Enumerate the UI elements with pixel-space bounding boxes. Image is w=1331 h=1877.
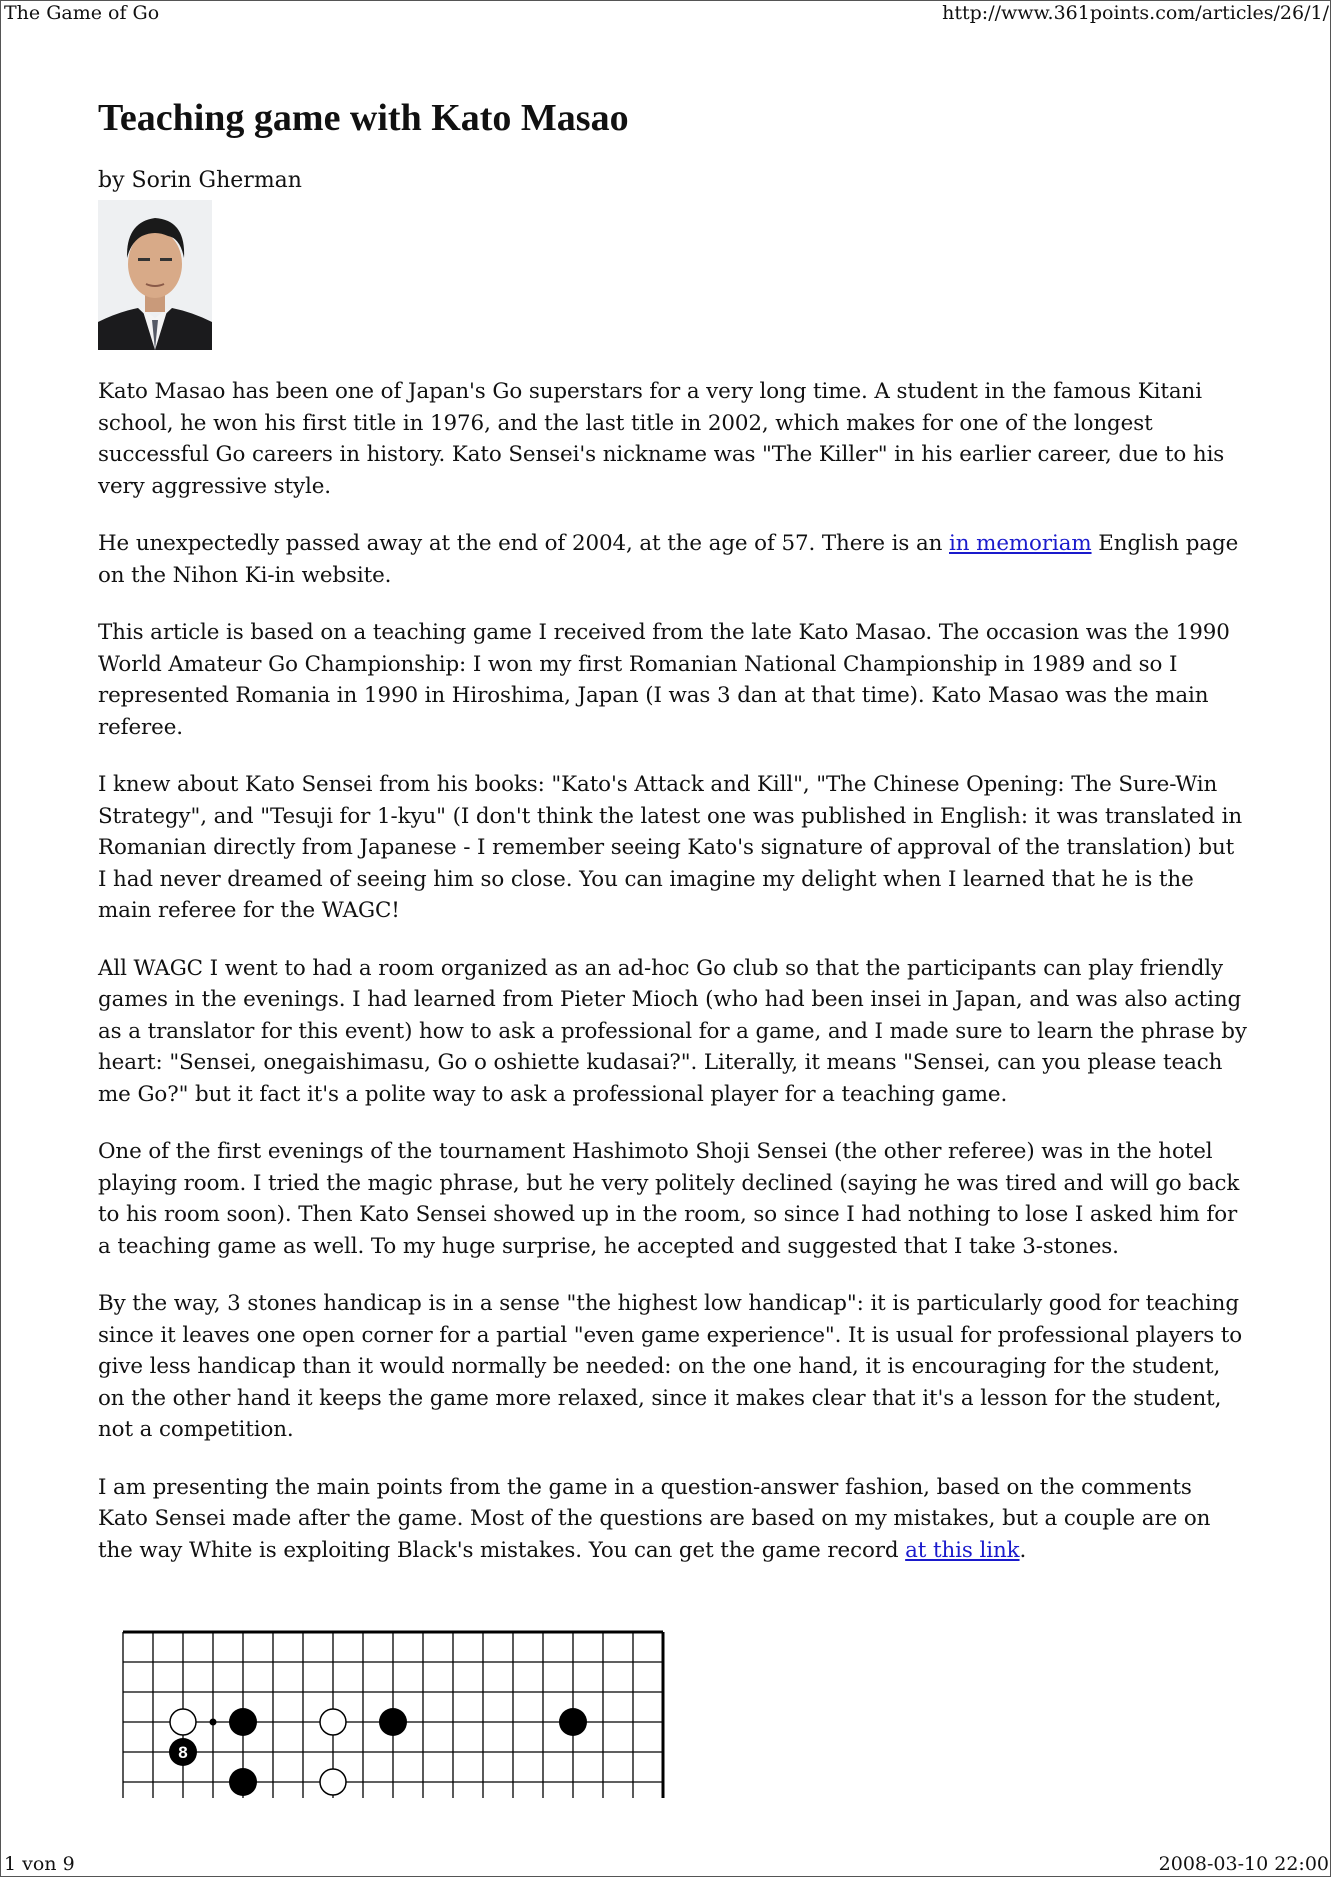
paragraph-format — [98, 1472, 1248, 1567]
black-stone — [379, 1708, 407, 1736]
in-memoriam-link[interactable]: in memoriam — [949, 531, 1092, 556]
black-stone — [559, 1708, 587, 1736]
paragraph-text: He unexpectedly passed away at the end of 2004, at the age of 57. There is an — [98, 531, 950, 556]
author-portrait — [98, 200, 212, 350]
move-number-label: 8 — [178, 1743, 188, 1762]
hoshi-point — [210, 1719, 217, 1726]
go-board-diagram — [119, 1628, 667, 1798]
paragraph-occasion: This article is based on a teaching game I received from the late Kato Masao. The occasion was the 1990 World Amateur Go Championship: I won my first Romanian National Championship in 1989 and so I represented Romania in 1990 in Hiroshima, Japan (I was 3 dan at that time). Kato Masao was the main referee. — [98, 620, 1230, 740]
paragraph-books: I knew about Kato Sensei from his books: "Kato's Attack and Kill", "The Chinese Opening: The Sure-Win Strategy", and "Tesuji for 1-kyu" (I don't think the latest one was published in English: it was translated in Romanian directly from Japanese - I remember seeing Kato's signature of approval of the translation) but I had never dreamed of seeing him so close. You can imagine my delight when I learned that he is the main referee for the WAGC! — [98, 772, 1243, 923]
article-byline: by Sorin Gherman — [98, 168, 302, 193]
black-stone — [229, 1708, 257, 1736]
white-stone — [320, 1769, 346, 1795]
paragraph-handicap: By the way, 3 stones handicap is in a sense "the highest low handicap": it is particularly good for teaching since it leaves one open corner for a partial "even game experience". It is usual for professional players to give less handicap than it would normally be needed: on the one hand, it is encouraging for the student, on the other hand it keeps the game more relaxed, since it makes clear that it's a lesson for the student, not a competition. — [98, 1291, 1243, 1442]
black-stone — [229, 1768, 257, 1796]
paragraph-club: All WAGC I went to had a room organized as an ad-hoc Go club so that the participants can play friendly games in the evenings. I had learned from Pieter Mioch (who had been insei in Japan, and was also acting as a translator for this event) how to ask a professional for a game, and I made sure to learn the phrase by heart: "Sensei, onegaishimasu, Go o oshiette kudasai?". Literally, it means "Sensei, can you please teach me Go?" but it fact it's a polite way to ask a professional player for a teaching game. — [98, 955, 1247, 1107]
paragraph-passing — [98, 528, 1248, 591]
game-record-link[interactable]: at this link — [905, 1537, 1020, 1563]
print-footer-page: 1 von 9 — [4, 1853, 75, 1875]
article-title: Teaching game with Kato Masao — [98, 97, 629, 139]
print-footer-date: 2008-03-10 22:00 — [1158, 1853, 1329, 1875]
paragraph-text: English page on the Nihon Ki-in website. — [98, 531, 1239, 588]
paragraph-request: One of the first evenings of the tournament Hashimoto Shoji Sensei (the other referee) was in the hotel playing room. I tried the magic phrase, but he very politely declined (saying he was tired and will go back to his room soon). Then Kato Sensei showed up in the room, so since I had nothing to lose I asked him for a teaching game as well. To my huge surprise, he accepted and suggested that I take 3-stones. — [98, 1139, 1240, 1259]
print-header-title: The Game of Go — [4, 2, 160, 24]
white-stone — [320, 1709, 346, 1735]
print-header-url: http://www.361points.com/articles/26/1/ — [942, 2, 1329, 24]
white-stone — [170, 1709, 196, 1735]
paragraph-text: . — [1019, 1537, 1027, 1563]
paragraph-intro: Kato Masao has been one of Japan's Go superstars for a very long time. A student in the famous Kitani school, he won his first title in 1976, and the last title in 2002, which makes for one of the longest successful Go careers in history. Kato Sensei's nickname was "The Killer" in his earlier career, due to his very aggressive style. — [98, 379, 1225, 499]
article-body — [98, 94, 1248, 1592]
paragraph-text: I am presenting the main points from the game in a question-answer fashion, based on the comments Kato Sensei made after the game. Most of the questions are based on my mistakes, but a couple are on the way White is exploiting Black's mistakes. You can get the game record — [98, 1474, 1211, 1563]
